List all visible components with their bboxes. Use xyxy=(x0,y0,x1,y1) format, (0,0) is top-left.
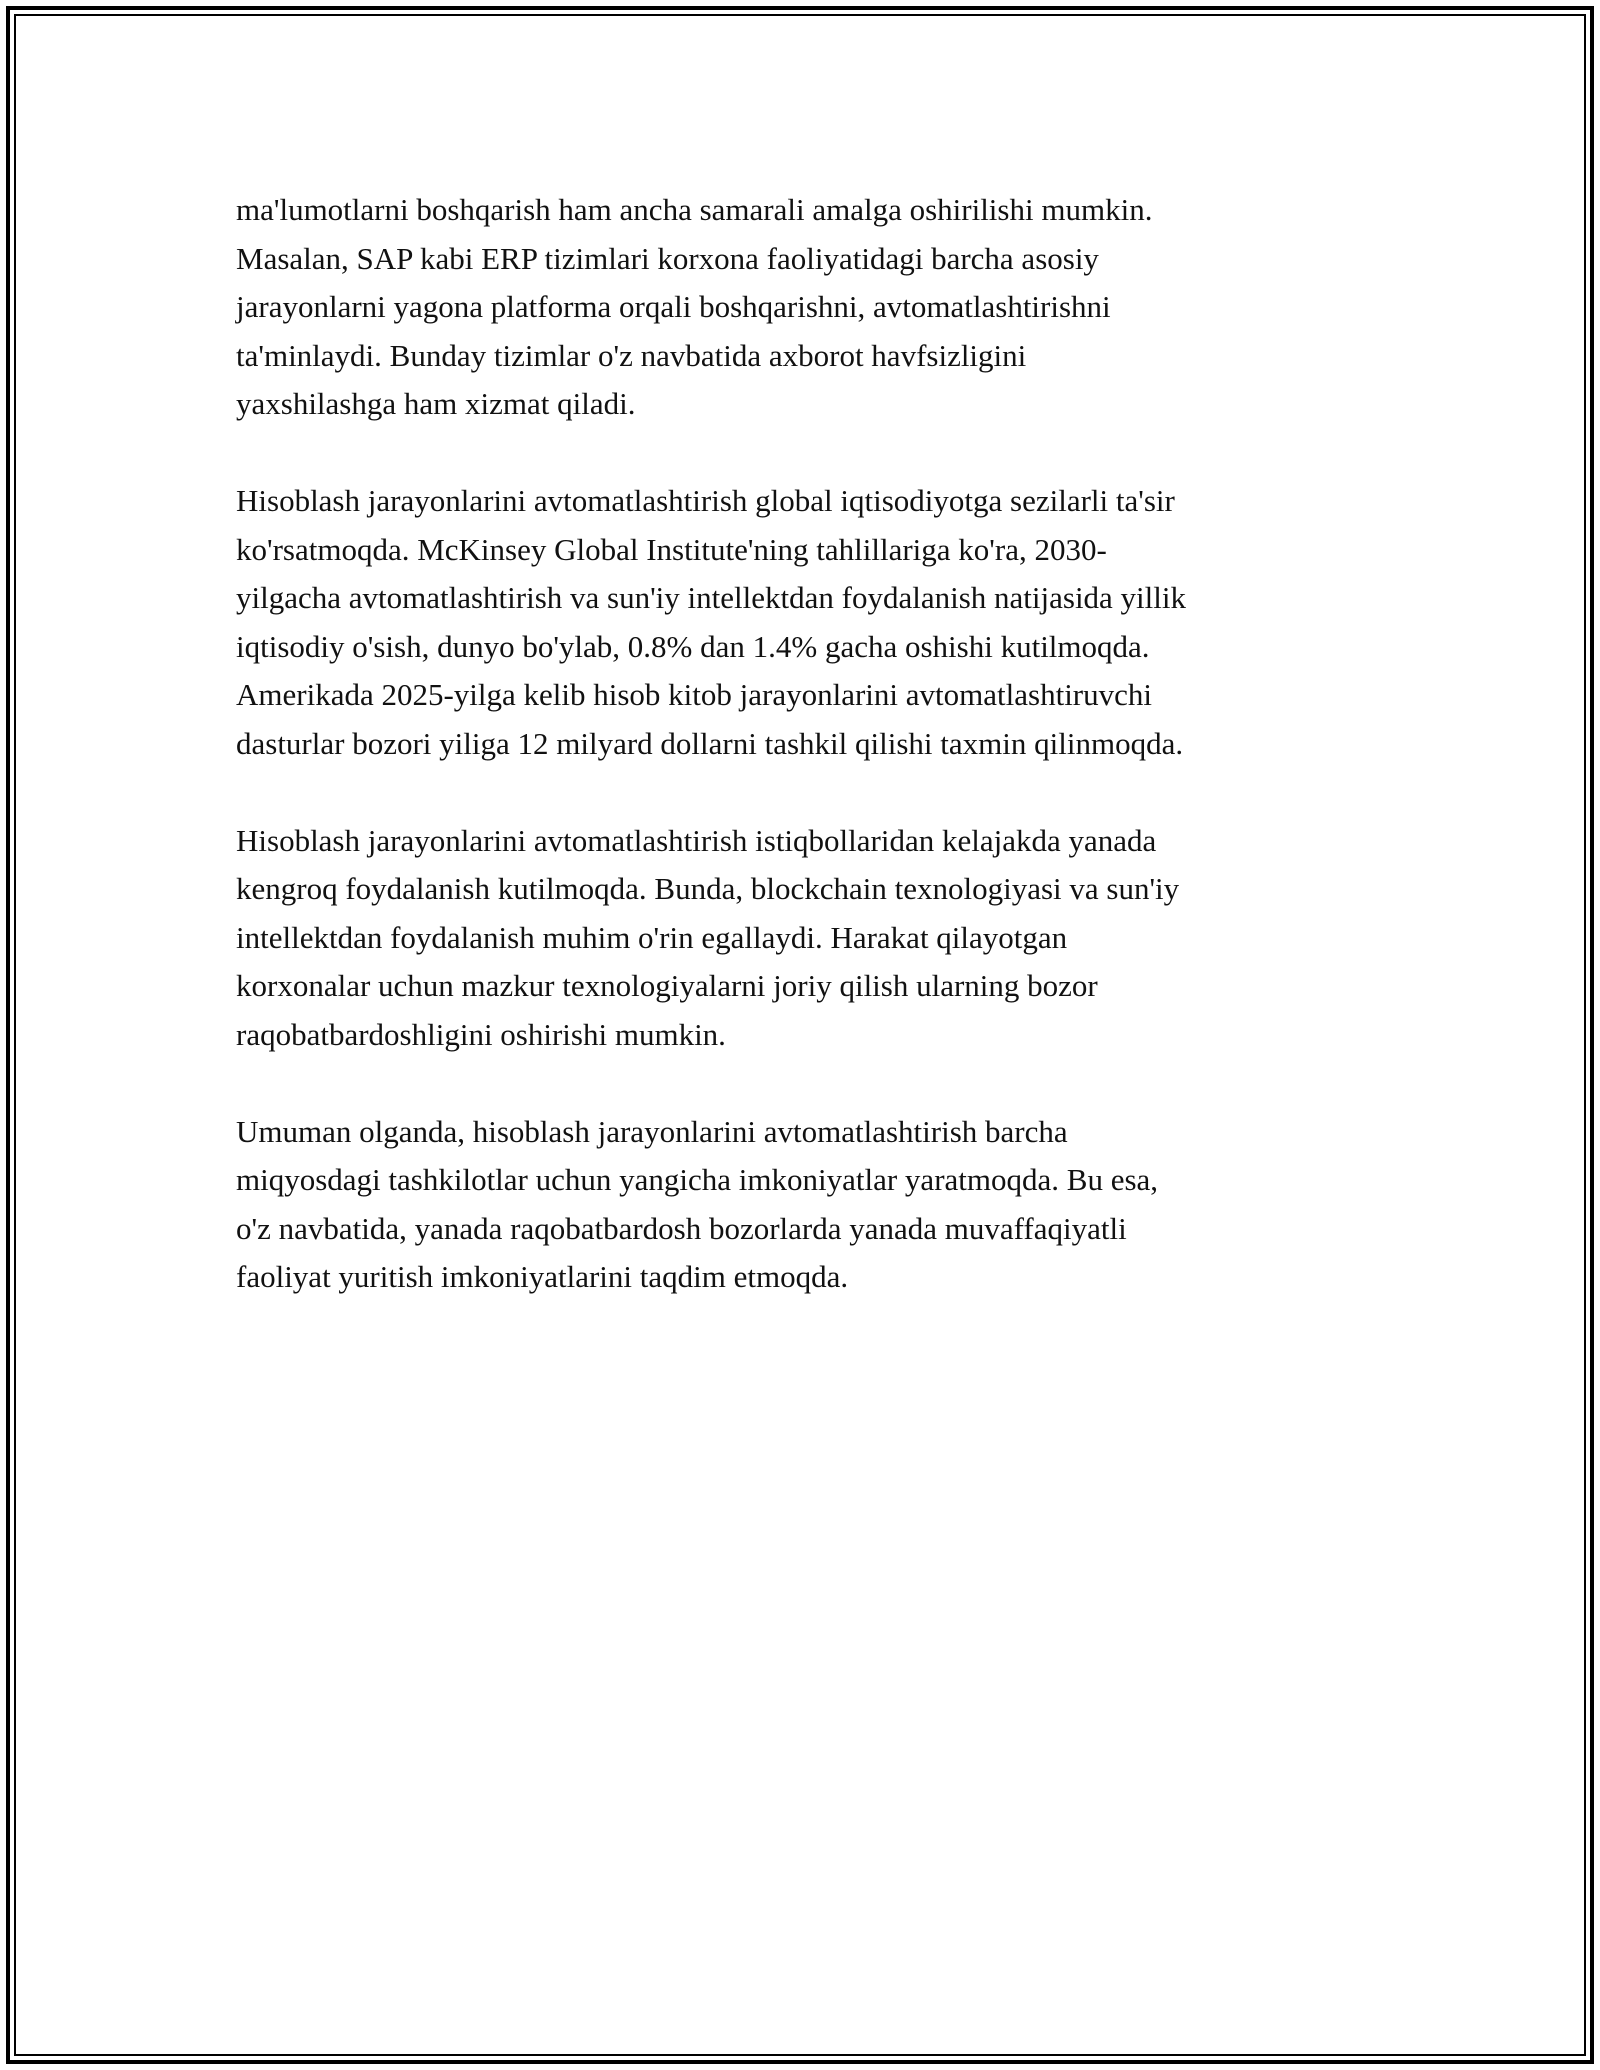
document-body xyxy=(236,186,1376,1350)
paragraph-3: Hisoblash jarayonlarini avtomatlashtirish istiqbollaridan kelajakda yanada kengroq foydalanish kutilmoqda. Bunda, blockchain texnologiyasi va sun'iy intellektdan foydalanish muhim o'rin egallaydi. Harakat qilayotgan korxonalar uchun mazkur texnologiyalarni joriy qilish ularning bozor raqobatbardoshligini oshirishi mumkin. xyxy=(236,822,1180,1052)
paragraph-2: Hisoblash jarayonlarini avtomatlashtirish global iqtisodiyotga sezilarli ta'sir ko'rsatmoqda. McKinsey Global Institute'ning tahlillariga ko'ra, 2030- yilgacha avtomatlashtirish va sun'iy intellektdan foydalanish natijasida yillik iqtisodiy o'sish, dunyo bo'ylab, 0.8% dan 1.4% gacha oshishi kutilmoqda. Amerikada 2025-yilga kelib hisob kitob jarayonlarini avtomatlashtiruvchi dasturlar bozori yiliga 12 milyard dollarni tashkil qilishi taxmin qilinmoqda. xyxy=(236,483,1187,761)
paragraph-4: Umuman olganda, hisoblash jarayonlarini avtomatlashtirish barcha miqyosdagi tashkilotlar uchun yangicha imkoniyatlar yaratmoqda. Bu esa, o'z navbatida, yanada raqobatbardosh bozorlarda yanada muvaffaqiyatli faoliyat yuritish imkoniyatlarini taqdim etmoqda. xyxy=(236,1113,1159,1294)
paragraph-1: ma'lumotlarni boshqarish ham ancha samarali amalga oshirilishi mumkin. Masalan, SAP kabi ERP tizimlari korxona faoliyatidagi barcha asosiy jarayonlarni yagona platforma orqali boshqarishni, avtomatlashtirishni ta'minlaydi. Bunday tizimlar o'z navbatida axborot havfsizligini yaxshilashga ham xizmat qiladi. xyxy=(236,192,1153,421)
